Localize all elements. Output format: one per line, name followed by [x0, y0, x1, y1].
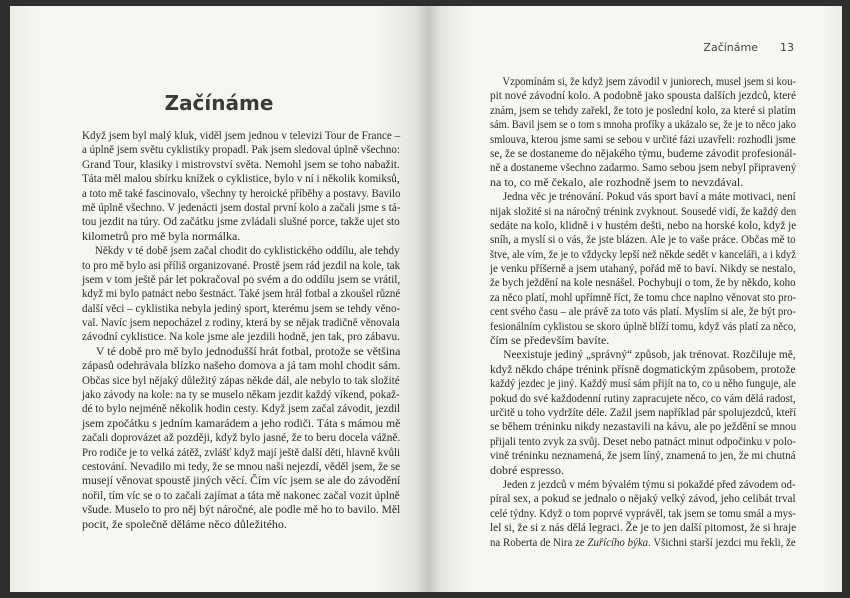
text-line: Občas sice byl nějaký důležitý zápas někde dál, ale nebylo to tak složité [82, 372, 400, 387]
text-line: nijak složité si na náročný trénink zvyknout. Sousedé vidí, že každý den [490, 203, 797, 218]
text-line: sníh, a myslí si o vás, že jste blázen. Ale je to vaše práce. Občas mě to [490, 232, 796, 247]
text-line: kilometrů pro mě byla normálka. [82, 228, 241, 243]
text-line: všude. Muselo to pro něj být náročné, ale podle mě ho to bavilo. Měl [82, 502, 401, 517]
text-line: Pro rodiče je to velká zátěž, zvlášť když mají ještě další děti, hlavně kvůli [82, 444, 401, 459]
text-line: přijali tento zvyk za svůj. Deset nebo patnáct minut odpočinku v polo- [490, 433, 796, 448]
page-number: 13 [780, 41, 794, 54]
text-line: ně a dostaneme všechno zadarmo. Samo sebou jsem nebyl připravený [490, 160, 797, 175]
text-line: píral sex, a pokud se jednalo o nějaký velký závod, jeho celibát trval [490, 491, 796, 506]
text-line: Někdy v té době jsem začal chodit do cyklistického oddílu, ale tehdy [94, 243, 400, 258]
right-page [428, 6, 842, 592]
text-line: se během tréninku nikdy nezastavili na kávu, ale po ježdění se mnou [490, 419, 797, 434]
text-line: když někdo chápe trénink přísně dogmatickým způsobem, protože [490, 361, 796, 376]
left-page-body [82, 128, 400, 531]
text-line: pocit, že společně děláme něco důležitého. [82, 516, 287, 531]
text-line: Jeden z jezdců v mém bývalém týmu si pokaždé před závodem od- [502, 476, 796, 491]
text-line: vině tréninku neznamená, že jsem líný, znamená to jen, že mi chutná [490, 448, 796, 463]
left-page [10, 6, 428, 592]
text-line: mě úplně všechno. V jedenácti jsem dostal první kolo a začali jsme s tá- [82, 199, 401, 214]
text-line: tou jezdit na túry. Od začátku jsme zvládali slušné porce, takže ujet sto [82, 214, 400, 229]
text-line: to pro mě bylo asi příliš organizované. Prostě jsem rád jezdil na kole, tak [82, 257, 401, 272]
text-line: smlouva, kterou jsme sami se sebou v určité fázi uzavřeli: rozhodli jsme [490, 131, 796, 146]
text-line: dé to bylo nejméně několik hodin cesty. Když jsem začal závodit, jezdil [82, 401, 401, 416]
text-line: začali doprovázet až později, když bylo jasné, že to beru docela vážně. [82, 430, 401, 445]
text-line: musejí věnovat spoustě jiných věcí. Čím víc jsem se ale do závodění [82, 473, 401, 488]
text-line: se, že se dostaneme do nějakého týmu, budeme závodit profesionál- [490, 145, 797, 160]
text-line: Vzpomínám si, že když jsem závodil v juniorech, musel jsem si kou- [502, 74, 796, 88]
chapter-title: Začínáme [164, 91, 274, 115]
text-line: celé týdny. Když o tom poprvé vyprávěl, tak jsem se tomu smál a mys- [490, 505, 796, 520]
text-line: dobré espresso. [490, 462, 564, 477]
text-line: pit nové závodní kolo. A podobně jako spousta dalších jezdců, které [490, 88, 796, 103]
text-line: sám. Bavil jsem se o tom s mnoha profíky a ukázalo se, že je to něco jako [490, 117, 796, 132]
text-line: Neexistuje jediný „správný“ způsob, jak trénovat. Rozčiluje mě, [503, 347, 796, 362]
text-line: nořil, tím víc se o to začali zajímat a táta mě nakonec začal vozit úplně [82, 487, 400, 502]
text-line: čím se především bavíte. [490, 333, 610, 348]
text-line: jsem v tom ještě pár let pokračoval po svém a do oddílu jsem se vrátil, [82, 271, 401, 286]
text-line: znám, jsem se tehdy zařekl, že toto je poslední kolo, za které si platím [490, 102, 796, 117]
running-head-title: Začínáme [703, 41, 758, 54]
text-line: na to, co mě čekalo, ale rozhodně jsem to nevzdával. [490, 174, 744, 189]
text-line: jako závody na kole: na ty se muselo někam jezdit každý víkend, pokaž- [82, 387, 400, 402]
text-line: Jedna věc je trénování. Pokud vás sport baví a máte motivaci, není [502, 189, 796, 204]
text-line: Grand Tour, klasiky i mistrovství světa. Nemohl jsem se toho nabažit. [82, 156, 400, 171]
text-line: je venku příšerně a jsem utahaný, pořád mě to baví. Nikdy se nestalo, [490, 261, 796, 276]
text-line: každý jezdec je jiný. Každý musí sám přijít na to, co u něho funguje, ale [490, 376, 796, 391]
text-line: určitě u toho vydržíte déle. Zažil jsem například pár spolujezdců, kteří [490, 404, 797, 419]
text-line: V té době pro mě bylo jednodušší hrát fotbal, protože se většina [95, 343, 401, 358]
text-line: zápasů odehrávala blízko našeho domova a já tam mohl chodit sám. [82, 358, 401, 373]
text-line: a úplně jsem světu cyklistiky propadl. Pak jsem sledoval úplně všechno: [82, 142, 400, 157]
text-line: Když jsem byl malý kluk, viděl jsem jednou v televizi Tour de France – [82, 128, 401, 142]
text-line: fesionálním cyklistou se skoro úplně blíží tomu, když vás platí za něco, [490, 318, 796, 333]
text-line: Táta měl malou sbírku knížek o cyklistice, bylo v ní i několik komiksů, [82, 171, 400, 186]
italic-title: Zuřícího býka [587, 534, 649, 549]
text-line: jsem zpočátku s jedním kamarádem a jeho rodiči. Táta s mámou mě [82, 415, 401, 430]
text-line: další věci – cyklistika nebyla jediný sport, kterému jsem se tehdy věno- [82, 300, 401, 315]
text-line: že bych ježdění na kole nesnášel. Pochybuji o tom, že by někdo, koho [490, 275, 796, 290]
text-line: závodní cyklistice. Na kole jsme ale jezdili hodně, jen tak, pro zábavu. [82, 329, 400, 344]
text-line: pokud do své každodenní rutiny zapracujete něco, co vám dělá radost, [490, 390, 796, 405]
text-segment: . Všichni starší jezdci mu řekli, že [648, 534, 796, 549]
running-head [703, 41, 794, 54]
text-segment: na Roberta de Nira ze [490, 534, 588, 549]
text-line: val. Navíc jsem nepocházel z rodiny, která by se nějak tradičně věnovala [82, 315, 400, 330]
text-line: cent svého času – ale právě za toto vás platí. Myslím si ale, že být pro- [490, 304, 796, 319]
text-line: sedáte na kolo, klidně i v hustém dešti, nebo na horské kolo, když je [490, 217, 797, 232]
text-line: lel si, že si z nás dělá legraci. Že je to jen další pitomost, že si hraje [490, 520, 797, 535]
text-line: a toto mě také fascinovalo, všechny ty heroické příběhy a postavy. Bavilo [82, 185, 401, 200]
right-page-body [490, 74, 796, 549]
text-line: když mi bylo patnáct nebo šestnáct. Také jsem hrál fotbal a zkoušel různé [82, 286, 401, 301]
text-line [490, 534, 796, 549]
text-line: za něco platí, mohl upřímně říct, že tomu chce naplno věnovat sto pro- [490, 289, 797, 304]
text-line: štve, ale vím, že je to vždycky lepší než někde sedět v kanceláři, a i když [490, 246, 796, 261]
text-line: cestování. Nevadilo mi tedy, že se mnou naši nejezdí, věděl jsem, že se [82, 458, 401, 473]
